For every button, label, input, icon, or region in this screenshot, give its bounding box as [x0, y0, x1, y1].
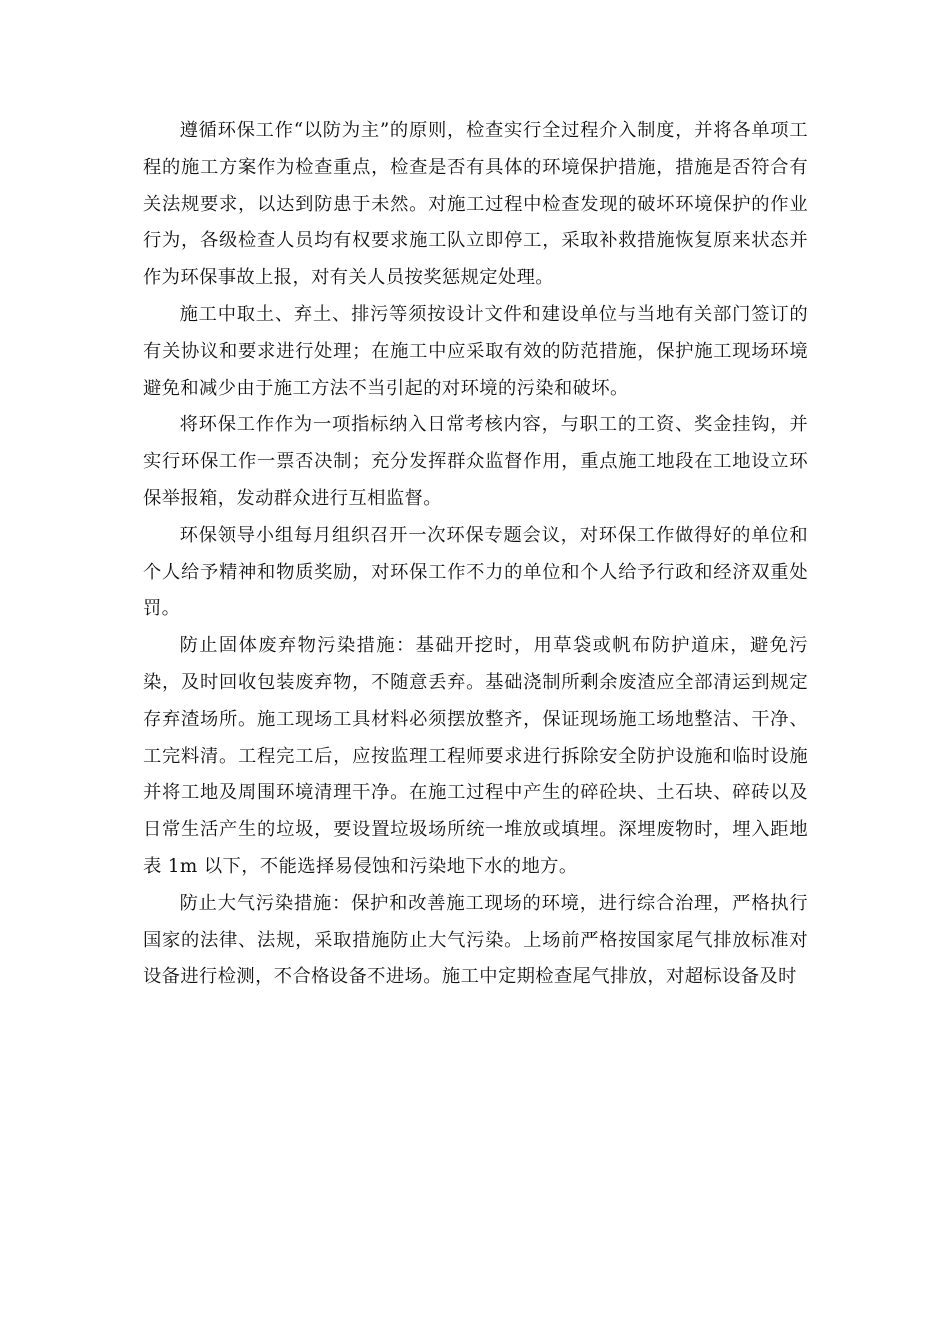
document-body: [143, 113, 808, 996]
paragraph-assessment: 将环保工作作为一项指标纳入日常考核内容，与职工的工资、奖金挂钩，并实行环保工作一票否决制；充分发挥群众监督作用，重点施工地段在工地设立环保举报箱，发动群众进行互相监督。: [143, 414, 808, 509]
paragraph-air-pollution: 防止大气污染措施：保护和改善施工现场的环境，进行综合治理，严格执行国家的法律、法规，采取措施防止大气污染。上场前严格按国家尾气排放标准对设备进行检测，不合格设备不进场。施工中定期检查尾气排放，对超标设备及时: [143, 892, 808, 988]
paragraph-solid-waste: 防止固体废弃物污染措施：基础开挖时，用草袋或帆布防护道床，避免污染，及时回收包装废弃物，不随意丢弃。基础浇制所剩余废渣应全部清运到规定存弃渣场所。施工现场工具材料必须摆放整齐，保证现场施工场地整洁、干净、工完料清。工程完工后，应按监理工程师要求进行拆除安全防护设施和临时设施并将工地及周围环境清理干净。在施工过程中产生的碎砼块、土石块、碎砖以及日常生活产生的垃圾，要设置垃圾场所统一堆放或填埋。深埋废物时，埋入距地表 1m 以下，不能选择易侵蚀和污染地下水的地方。: [143, 635, 808, 877]
paragraph-monthly-meeting: 环保领导小组每月组织召开一次环保专题会议，对环保工作做得好的单位和个人给予精神和物质奖励，对环保工作不力的单位和个人给予行政和经济双重处罚。: [143, 524, 808, 620]
paragraph-prevention-principle: 遵循环保工作“以防为主”的原则，检查实行全过程介入制度，并将各单项工程的施工方案作为检查重点，检查是否有具体的环境保护措施，措施是否符合有关法规要求，以达到防患于未然。对施工过程中检查发现的破坏环境保护的作业行为，各级检查人员均有权要求施工队立即停工，采取补救措施恢复原来状态并作为环保事故上报，对有关人员按奖惩规定处理。: [143, 120, 808, 289]
paragraph-earthwork-disposal: 施工中取土、弃土、排污等须按设计文件和建设单位与当地有关部门签订的有关协议和要求进行处理；在施工中应采取有效的防范措施，保护施工现场环境避免和减少由于施工方法不当引起的对环境的污染和破坏。: [143, 303, 808, 399]
